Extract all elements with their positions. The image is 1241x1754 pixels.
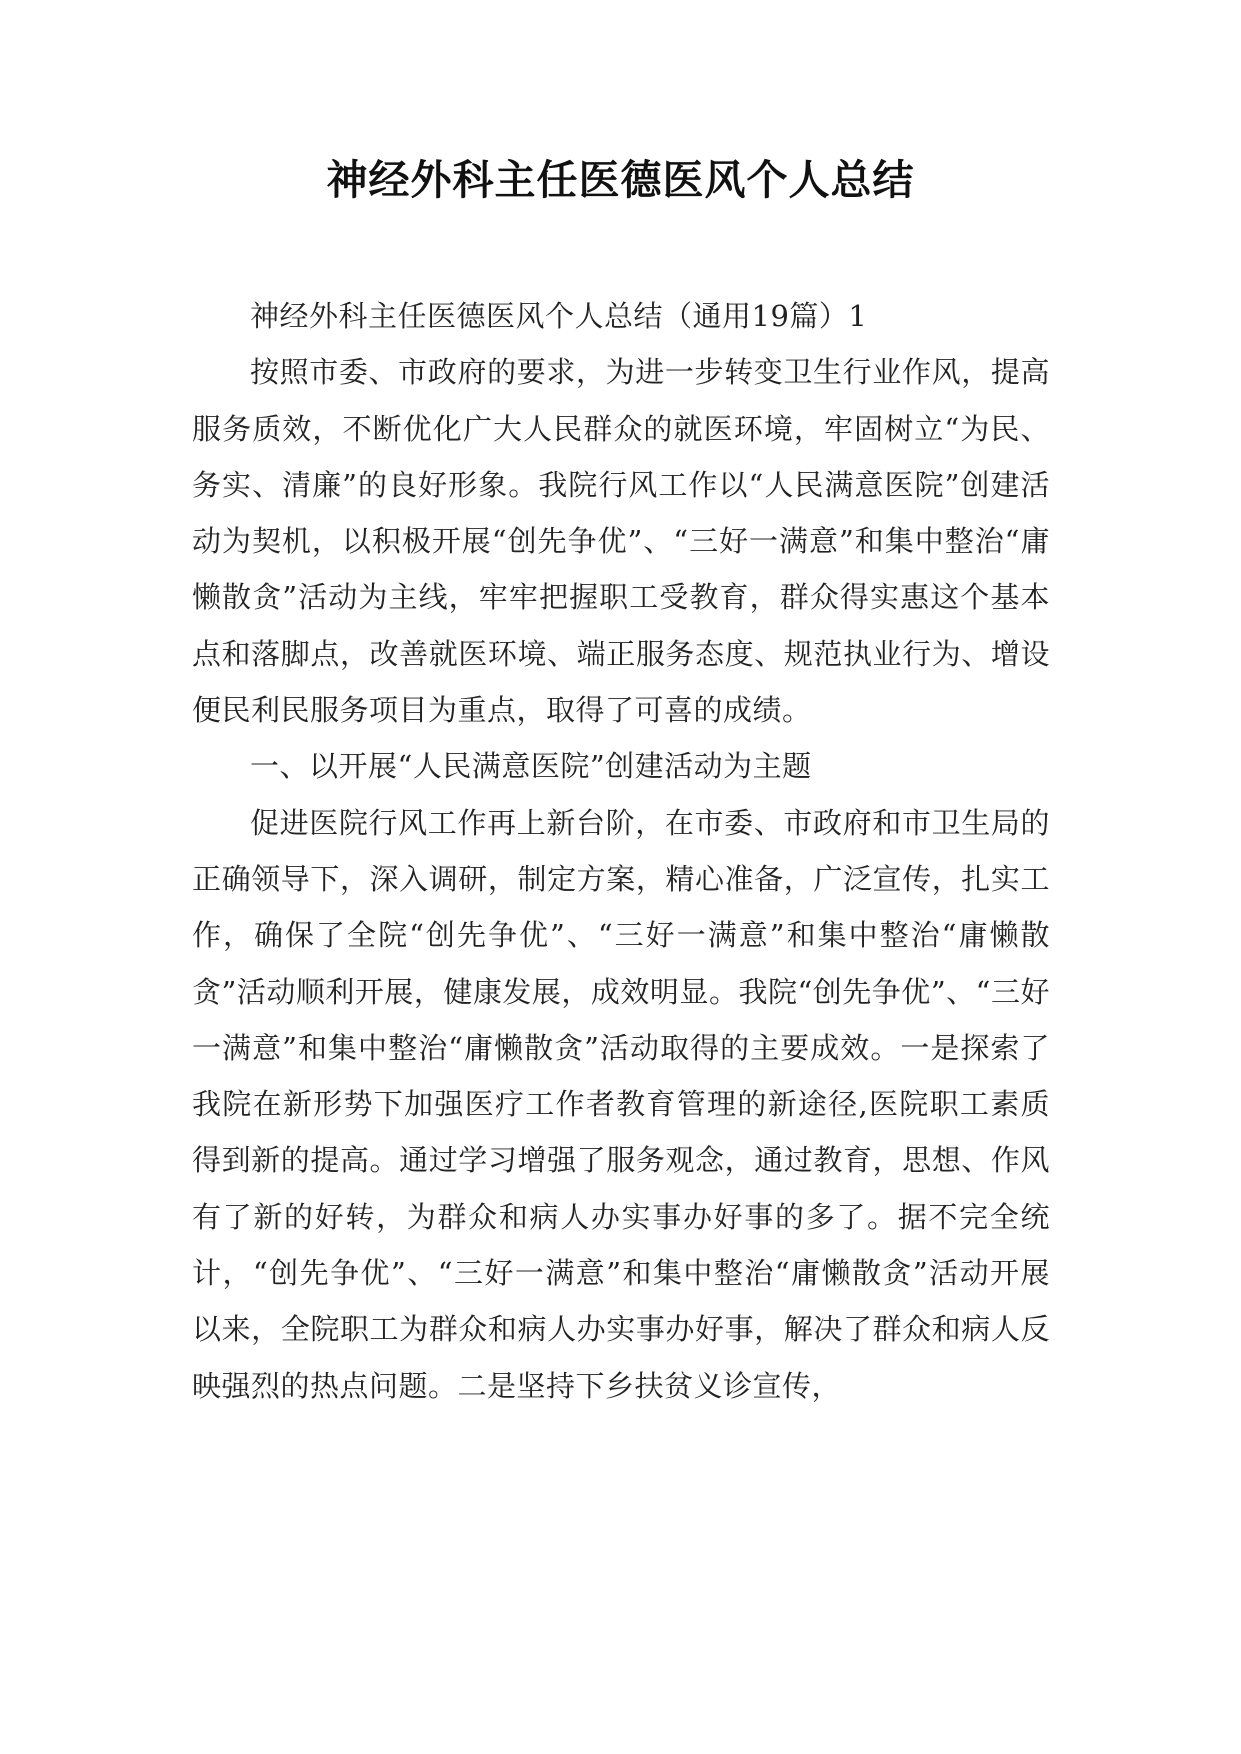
section-heading-1: 一、以开展“人民满意医院”创建活动为主题 <box>250 749 812 784</box>
paragraph-section-1: 促进医院行风工作再上新台阶，在市委、市政府和市卫生局的正确领导下，深入调研，制定方案，精心准备，广泛宣传，扎实工作，确保了全院“创先争优”、“三好一满意”和集中整治“庸懒散贪”活动顺利开展，健康发展，成效明显。我院“创先争优”、“三好一满意”和集中整治“庸懒散贪”活动取得的主要成效。一是探索了我院在新形势下加强医疗工作者教育管理的新途径,医院职工素质得到新的提高。通过学习增强了服务观念，通过教育，思想、作风有了新的好转，为群众和病人办实事办好事的多了。据不完全统计，“创先争优”、“三好一满意”和集中整治“庸懒散贪”活动开展以来，全院职工为群众和病人办实事办好事，解决了群众和病人反映强烈的热点问题。二是坚持下乡扶贫义诊宣传， <box>192 805 1050 1403</box>
paragraph-subtitle: 神经外科主任医德医风个人总结（通用19篇）1 <box>250 299 868 333</box>
paragraph-intro: 按照市委、市政府的要求，为进一步转变卫生行业作风，提高服务质效，不断优化广大人民群众的就医环境，牢固树立“为民、务实、清廉”的良好形象。我院行风工作以“人民满意医院”创建活动为契机，以积极开展“创先争优”、“三好一满意”和集中整治“庸懒散贪”活动为主线，牢牢把握职工受教育，群众得实惠这个基本点和落脚点，改善就医环境、端正服务态度、规范执业行为、增设便民利民服务项目为重点，取得了可喜的成绩。 <box>192 355 1050 728</box>
document-title: 神经外科主任医德医风个人总结 <box>326 156 915 204</box>
document-body <box>192 288 1050 1414</box>
